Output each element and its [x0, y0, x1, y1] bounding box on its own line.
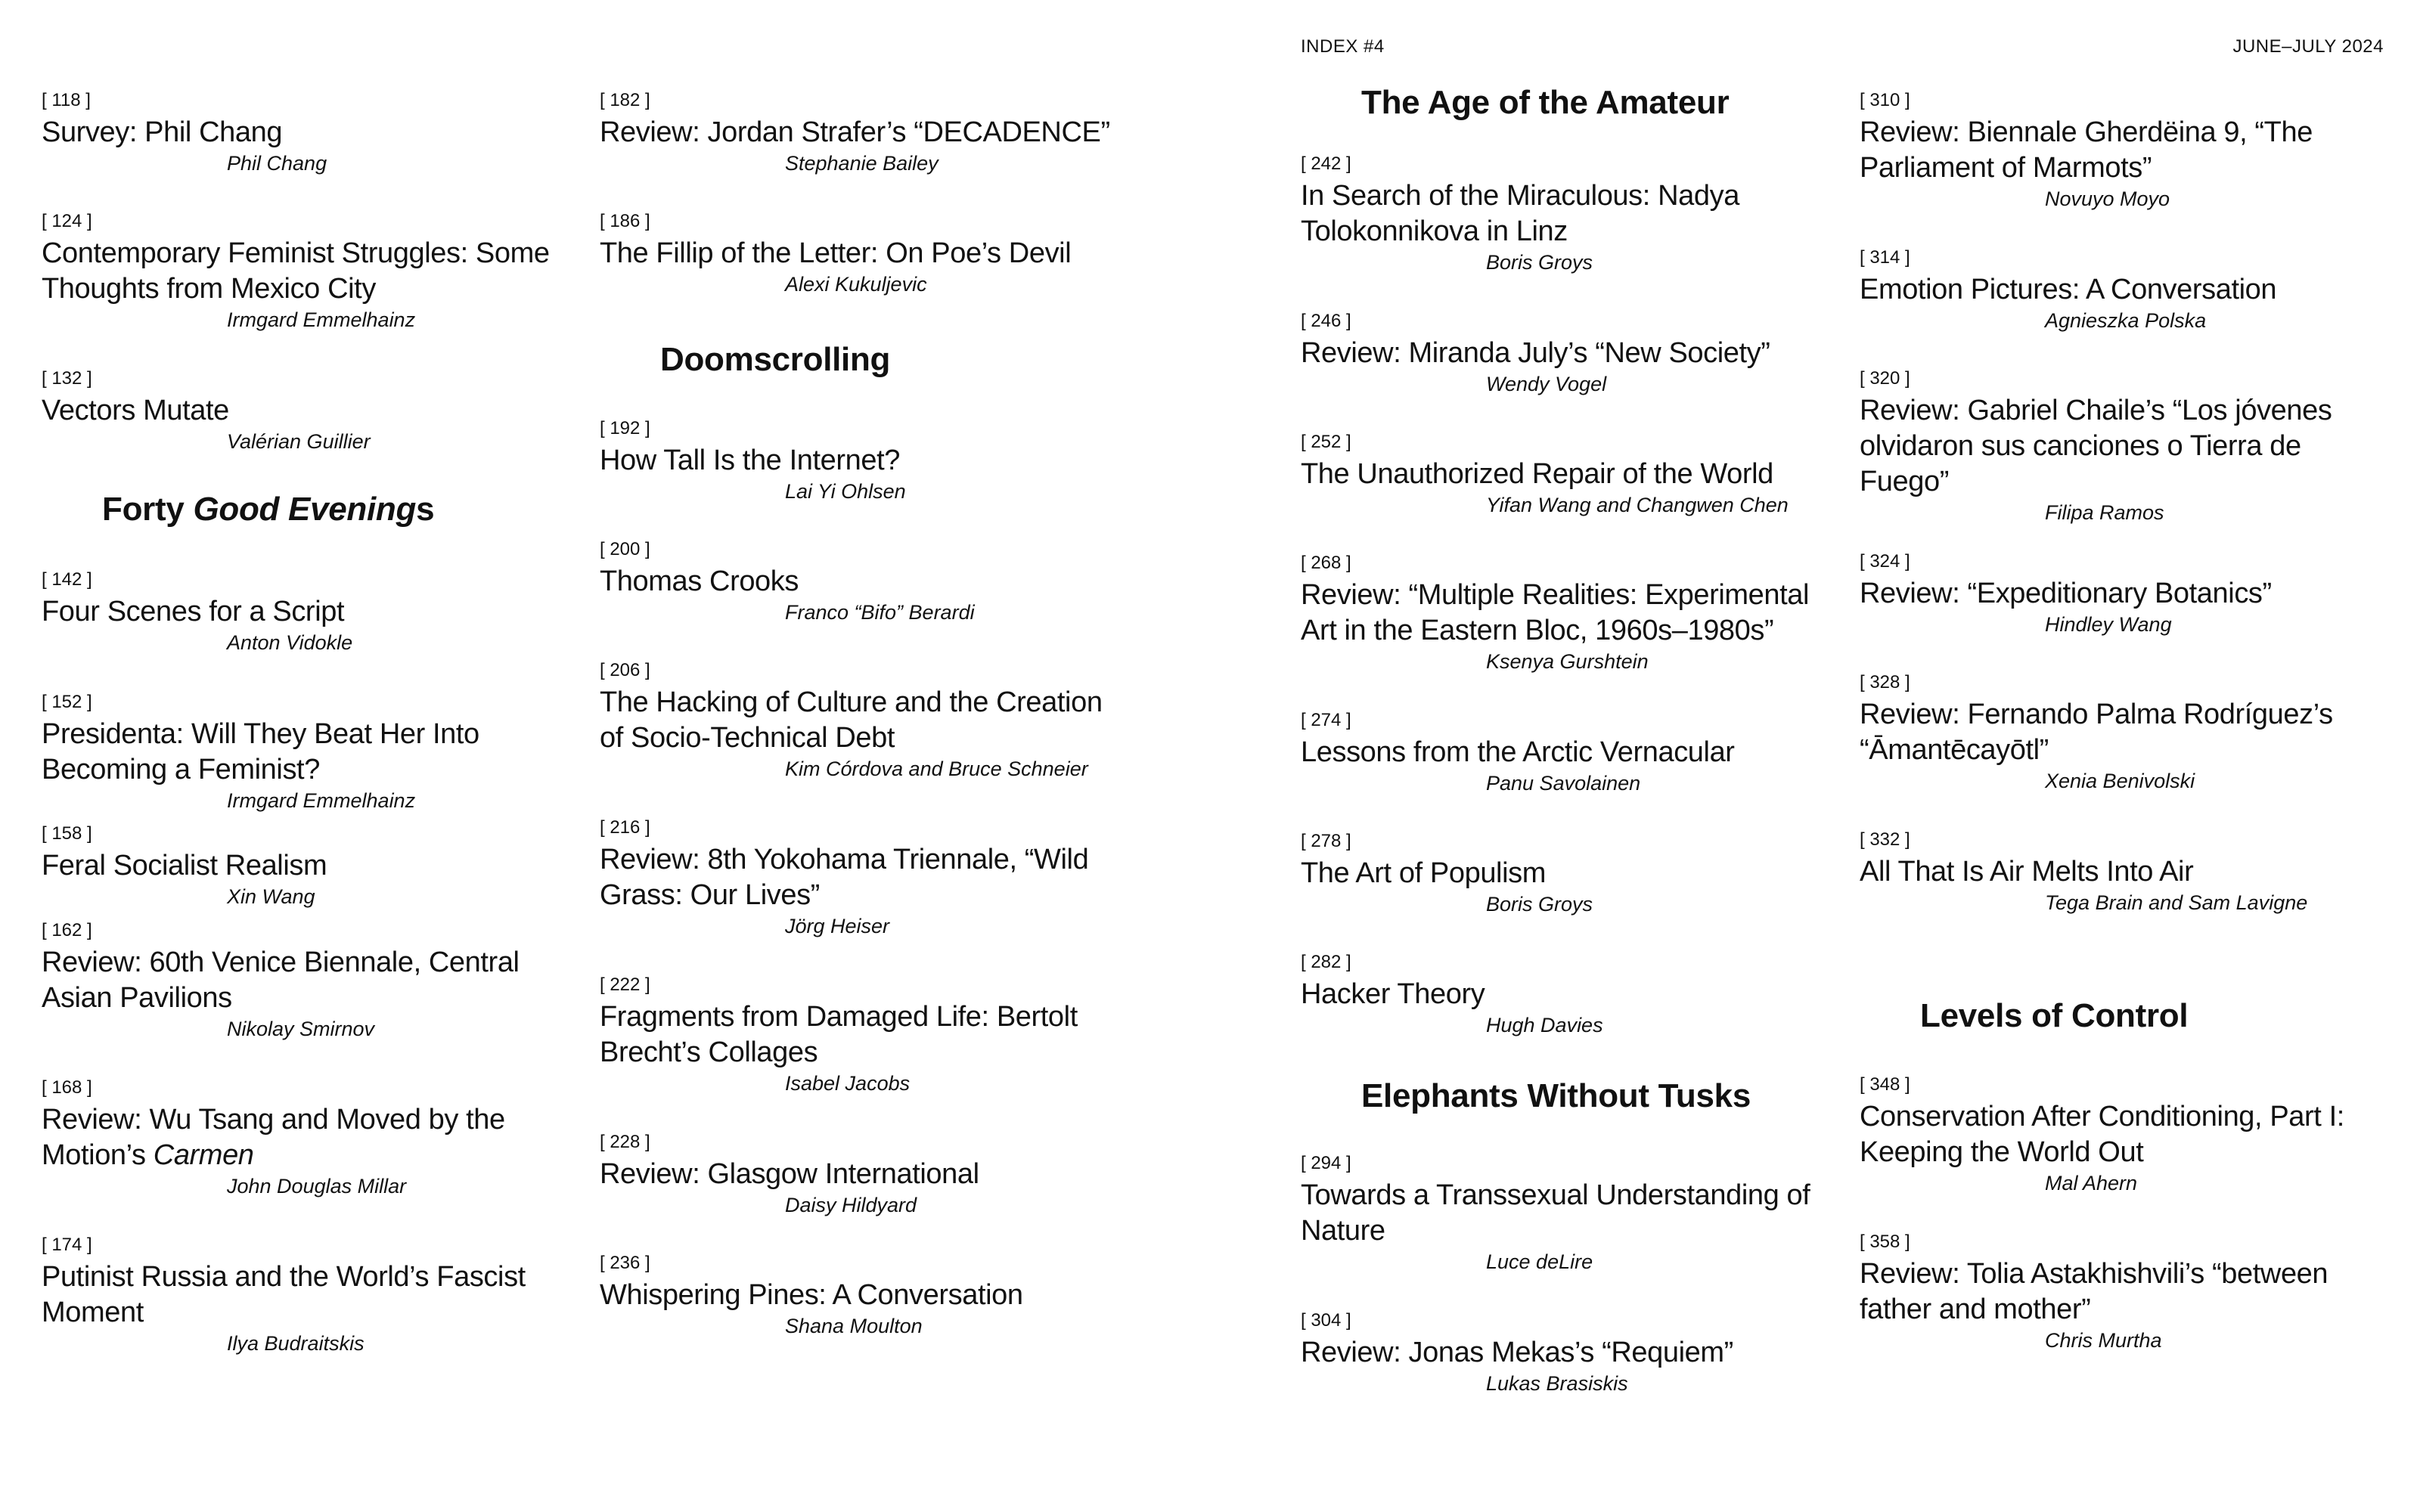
entry-title[interactable] [1860, 393, 2389, 500]
page-number: [ 158 ] [42, 823, 92, 844]
toc-entry[interactable] [1301, 830, 1830, 917]
toc-entry[interactable] [1860, 829, 2389, 916]
entry-title[interactable] [42, 945, 571, 1016]
toc-entry[interactable] [42, 210, 571, 333]
toc-entry[interactable] [1301, 951, 1830, 1038]
entry-title[interactable] [1860, 115, 2389, 186]
entry-author: Lukas Brasiskis [1486, 1372, 1628, 1395]
page-number: [ 304 ] [1301, 1310, 1351, 1331]
page-number: [ 252 ] [1301, 432, 1351, 452]
entry-title-text: Review: Fernando Palma Rodríguez’s “Āmantēcayōtl” [1860, 699, 2333, 766]
toc-entry[interactable] [600, 974, 1129, 1096]
page-number: [ 124 ] [42, 211, 92, 231]
toc-entry[interactable] [1301, 552, 1830, 674]
page-number: [ 314 ] [1860, 247, 1910, 268]
page-number: [ 328 ] [1860, 672, 1910, 692]
entry-title[interactable] [42, 236, 571, 307]
entry-title-text: Review: Jordan Strafer’s “DECADENCE” [600, 116, 1110, 148]
page-number: [ 118 ] [42, 90, 91, 110]
entry-author: Shana Moulton [785, 1315, 923, 1337]
page-number: [ 332 ] [1860, 829, 1910, 850]
toc-entry[interactable] [600, 89, 1129, 176]
page-number: [ 236 ] [600, 1253, 650, 1273]
entry-title[interactable] [42, 1102, 571, 1173]
entry-author: Lai Yi Ohlsen [785, 480, 906, 503]
toc-entry[interactable] [600, 659, 1129, 782]
entry-title[interactable] [600, 443, 1129, 479]
entry-author: Hindley Wang [2045, 613, 2172, 636]
entry-title-text: Review: Tolia Astakhishvili’s “between father and mother” [1860, 1258, 2328, 1325]
entry-author: Luce deLire [1486, 1250, 1593, 1273]
entry-author: Xenia Benivolski [2045, 770, 2195, 792]
entry-title[interactable] [42, 393, 571, 429]
entry-author: Mal Ahern [2045, 1172, 2138, 1194]
entry-author: Novuyo Moyo [2045, 187, 2170, 210]
entry-author: Hugh Davies [1486, 1014, 1603, 1036]
entry-author: Chris Murtha [2045, 1329, 2162, 1352]
toc-entry[interactable] [1301, 431, 1830, 518]
toc-entry[interactable] [600, 210, 1129, 297]
section-heading-text: The Age of the Amateur [1361, 84, 1730, 121]
section-heading-text: Levels of Control [1920, 997, 2189, 1034]
entry-author: Valérian Guillier [227, 430, 371, 453]
entry-title[interactable] [600, 564, 1129, 600]
section-heading-text: Good Evening [193, 491, 417, 528]
entry-title[interactable] [600, 236, 1129, 271]
entry-title-text: Whispering Pines: A Conversation [600, 1279, 1023, 1311]
toc-entry[interactable] [1301, 310, 1830, 397]
page-number: [ 310 ] [1860, 90, 1910, 110]
entry-author: Alexi Kukuljevic [785, 273, 927, 296]
entry-title[interactable] [42, 1259, 571, 1331]
entry-author: Wendy Vogel [1486, 373, 1607, 395]
toc-entry[interactable] [42, 691, 571, 813]
entry-title-text: How Tall Is the Internet? [600, 445, 900, 476]
toc-entry[interactable] [42, 919, 571, 1042]
entry-title[interactable] [42, 115, 571, 150]
entry-title[interactable] [1301, 1335, 1830, 1371]
page-number: [ 242 ] [1301, 153, 1351, 174]
entry-author: Irmgard Emmelhainz [227, 789, 416, 812]
toc-entry[interactable] [600, 538, 1129, 625]
entry-title[interactable] [1301, 178, 1830, 249]
toc-entry[interactable] [42, 1077, 571, 1199]
entry-title-text: Review: Glasgow International [600, 1158, 979, 1190]
entry-title-text: Review: 8th Yokohama Triennale, “Wild Grass: Our Lives” [600, 844, 1089, 911]
entry-title[interactable] [1301, 1178, 1830, 1249]
page-number: [ 186 ] [600, 211, 650, 231]
entry-title[interactable] [1301, 457, 1830, 492]
page-number: [ 294 ] [1301, 1153, 1351, 1173]
toc-entry[interactable] [600, 417, 1129, 504]
toc-entry[interactable] [1301, 153, 1830, 275]
page-number: [ 142 ] [42, 569, 92, 590]
entry-title-text: In Search of the Miraculous: Nadya Tolokonnikova in Linz [1301, 180, 1739, 247]
entry-title[interactable] [1860, 1256, 2389, 1328]
entry-author: Agnieszka Polska [2045, 309, 2207, 332]
entry-title[interactable] [600, 999, 1129, 1070]
entry-author: Ilya Budraitskis [227, 1332, 365, 1355]
page-number: [ 246 ] [1301, 311, 1351, 331]
page-number: [ 282 ] [1301, 952, 1351, 972]
page-number: [ 168 ] [42, 1077, 92, 1098]
toc-entry[interactable] [1860, 1074, 2389, 1196]
entry-author: Tega Brain and Sam Lavigne [2045, 891, 2308, 914]
section-heading-text: s [416, 491, 435, 528]
entry-title-text: Presidenta: Will They Beat Her Into Becoming a Feminist? [42, 718, 479, 785]
entry-author: Xin Wang [227, 885, 315, 908]
toc-entry[interactable] [1860, 671, 2389, 794]
entry-title-text: All That Is Air Melts Into Air [1860, 856, 2194, 888]
section-heading-text: Doomscrolling [660, 341, 891, 378]
entry-title-text: Towards a Transsexual Understanding of Nature [1301, 1179, 1810, 1247]
entry-title[interactable] [1301, 977, 1830, 1012]
entry-title[interactable] [1301, 336, 1830, 371]
entry-title-text: Vectors Mutate [42, 395, 229, 426]
entry-title-text: The Hacking of Culture and the Creation of Socio-Technical Debt [600, 686, 1103, 754]
toc-entry[interactable] [600, 816, 1129, 939]
page-number: [ 206 ] [600, 660, 650, 680]
entry-author: Isabel Jacobs [785, 1072, 911, 1095]
page-number: [ 228 ] [600, 1132, 650, 1152]
entry-title[interactable] [1860, 854, 2389, 890]
entry-title[interactable] [1860, 576, 2389, 612]
toc-entry[interactable] [1860, 367, 2389, 525]
page-number: [ 200 ] [600, 539, 650, 559]
toc-entry[interactable] [1860, 89, 2389, 212]
entry-title[interactable] [600, 842, 1129, 913]
section-heading [600, 339, 1190, 381]
page-number: [ 324 ] [1860, 551, 1910, 572]
page-number: [ 174 ] [42, 1235, 92, 1255]
entry-title[interactable] [1860, 697, 2389, 768]
entry-author: Irmgard Emmelhainz [227, 308, 416, 331]
entry-author: Ksenya Gurshtein [1486, 650, 1649, 673]
issue-index-label: INDEX #4 [1301, 36, 1385, 57]
entry-author: Franco “Bifo” Berardi [785, 601, 975, 624]
page-number: [ 320 ] [1860, 368, 1910, 389]
page-number: [ 274 ] [1301, 710, 1351, 730]
entry-title-text: Review: Miranda July’s “New Society” [1301, 337, 1770, 369]
entry-title-text: Review: “Expeditionary Botanics” [1860, 578, 2272, 609]
page-number: [ 268 ] [1301, 553, 1351, 573]
section-heading [1860, 995, 2420, 1037]
section-heading [1301, 82, 1891, 124]
entry-title-italic-text: Carmen [153, 1139, 254, 1171]
toc-entry[interactable] [42, 1234, 571, 1356]
entry-title[interactable] [1301, 856, 1830, 891]
toc-entry[interactable] [42, 367, 571, 454]
entry-title-text: Survey: Phil Chang [42, 116, 283, 148]
page-number: [ 192 ] [600, 418, 650, 438]
entry-author: Anton Vidokle [227, 631, 353, 654]
entry-title[interactable] [1301, 735, 1830, 770]
entry-title-text: Four Scenes for a Script [42, 596, 345, 627]
entry-author: Nikolay Smirnov [227, 1018, 375, 1040]
toc-entry[interactable] [1301, 1152, 1830, 1275]
page-number: [ 222 ] [600, 974, 650, 995]
entry-title[interactable] [1860, 1099, 2389, 1170]
entry-title[interactable] [1860, 272, 2389, 308]
entry-title-text: The Art of Populism [1301, 857, 1546, 889]
section-heading [42, 488, 631, 531]
entry-title-text: Review: Biennale Gherdëina 9, “The Parliament of Marmots” [1860, 116, 2313, 184]
section-heading-text: Forty [102, 491, 194, 528]
entry-title-text: Review: Jonas Mekas’s “Requiem” [1301, 1337, 1733, 1368]
section-heading-text: Elephants Without Tusks [1361, 1077, 1751, 1114]
entry-author: Stephanie Bailey [785, 152, 939, 175]
page-number: [ 132 ] [42, 368, 92, 389]
entry-author: Boris Groys [1486, 893, 1593, 916]
entry-title-text: Hacker Theory [1301, 978, 1485, 1010]
page-number: [ 278 ] [1301, 831, 1351, 851]
toc-entry[interactable] [42, 569, 571, 655]
entry-author: Jörg Heiser [785, 915, 890, 937]
entry-author: Panu Savolainen [1486, 772, 1641, 795]
toc-entry[interactable] [1301, 709, 1830, 796]
toc-entry[interactable] [42, 823, 571, 909]
entry-author: Daisy Hildyard [785, 1194, 917, 1216]
toc-entry[interactable] [600, 1131, 1129, 1218]
entry-author: Boris Groys [1486, 251, 1593, 274]
toc-entry[interactable] [42, 89, 571, 176]
entry-title[interactable] [600, 115, 1129, 150]
entry-author: Yifan Wang and Changwen Chen [1486, 494, 1789, 516]
page-number: [ 358 ] [1860, 1232, 1910, 1252]
entry-author: Phil Chang [227, 152, 327, 175]
entry-title[interactable] [600, 685, 1129, 756]
entry-title[interactable] [42, 594, 571, 630]
entry-title-text: Lessons from the Arctic Vernacular [1301, 736, 1735, 768]
page-number: [ 216 ] [600, 817, 650, 838]
entry-title[interactable] [42, 717, 571, 788]
entry-title[interactable] [42, 848, 571, 884]
toc-entry[interactable] [1860, 246, 2389, 333]
toc-entry[interactable] [1860, 550, 2389, 637]
entry-title-text: Thomas Crooks [600, 565, 799, 597]
entry-title-text: Contemporary Feminist Struggles: Some Thoughts from Mexico City [42, 237, 550, 305]
entry-title-text: Review: Gabriel Chaile’s “Los jóvenes olvidaron sus canciones o Tierra de Fuego” [1860, 395, 2332, 497]
entry-title-text: Fragments from Damaged Life: Bertolt Brecht’s Collages [600, 1001, 1078, 1068]
toc-entry[interactable] [600, 1252, 1129, 1339]
entry-title[interactable] [600, 1157, 1129, 1192]
section-heading [1301, 1075, 1891, 1117]
page-number: [ 162 ] [42, 920, 92, 940]
entry-title[interactable] [600, 1278, 1129, 1313]
entry-title-text: Review: “Multiple Realities: Experimental Art in the Eastern Bloc, 1960s–1980s” [1301, 579, 1810, 646]
page-number: [ 182 ] [600, 90, 650, 110]
page-number: [ 348 ] [1860, 1074, 1910, 1095]
entry-title[interactable] [1301, 578, 1830, 649]
entry-title-text: Conservation After Conditioning, Part I: Keeping the World Out [1860, 1101, 2344, 1168]
entry-title-text: Review: Wu Tsang and Moved by the Motion’s [42, 1104, 505, 1171]
toc-entry[interactable] [1860, 1231, 2389, 1353]
page-number: [ 152 ] [42, 692, 92, 712]
entry-title-text: The Fillip of the Letter: On Poe’s Devil [600, 237, 1072, 269]
entry-author: Kim Córdova and Bruce Schneier [785, 758, 1088, 780]
entry-author: John Douglas Millar [227, 1175, 407, 1198]
toc-entry[interactable] [1301, 1309, 1830, 1396]
entry-author: Filipa Ramos [2045, 501, 2164, 524]
entry-title-text: Feral Socialist Realism [42, 850, 327, 881]
entry-title-text: Emotion Pictures: A Conversation [1860, 274, 2277, 305]
entry-title-text: Putinist Russia and the World’s Fascist Moment [42, 1261, 526, 1328]
entry-title-text: The Unauthorized Repair of the World [1301, 458, 1773, 490]
entry-title-text: Review: 60th Venice Biennale, Central Asian Pavilions [42, 947, 520, 1014]
issue-date-label: JUNE–JULY 2024 [2232, 36, 2384, 57]
